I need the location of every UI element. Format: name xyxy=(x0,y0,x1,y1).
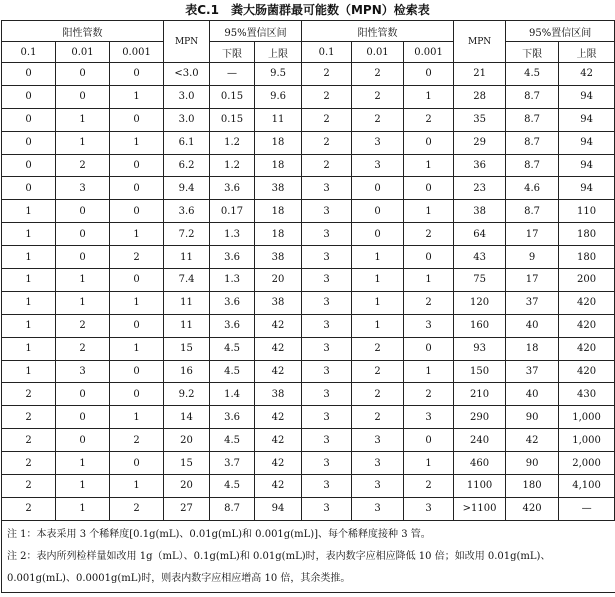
table-row xyxy=(2,383,615,406)
tubes-0.01-cell: 2 xyxy=(352,360,404,383)
tubes-0.001-cell: 0 xyxy=(110,154,164,177)
tubes-0.001-cell: 0 xyxy=(404,177,454,200)
table-row xyxy=(2,154,615,177)
dilution-header-0.1: 0.1 xyxy=(302,42,352,63)
tubes-0.01-cell: 1 xyxy=(56,475,110,498)
mpn-header-left: MPN xyxy=(164,21,210,63)
tubes-0.1-cell: 0 xyxy=(2,177,56,200)
ci-lower-cell: 4.5 xyxy=(210,360,255,383)
ci-upper-cell: 42 xyxy=(255,475,302,498)
ci-upper-cell: 180 xyxy=(559,223,615,246)
ci-lower-cell: 3.7 xyxy=(210,452,255,475)
ci-upper-cell: 38 xyxy=(255,246,302,269)
tubes-0.01-cell: 2 xyxy=(352,383,404,406)
ci-upper-cell: 420 xyxy=(559,360,615,383)
tubes-0.001-cell: 3 xyxy=(404,314,454,337)
ci-upper-cell: 38 xyxy=(255,291,302,314)
tubes-0.1-cell: 2 xyxy=(2,383,56,406)
mpn-value-cell: 11 xyxy=(164,291,210,314)
tubes-0.001-cell: 0 xyxy=(110,200,164,223)
ci-lower-cell: 1.2 xyxy=(210,131,255,154)
ci-upper-cell: 18 xyxy=(255,154,302,177)
tubes-0.1-cell: 0 xyxy=(2,131,56,154)
tubes-0.01-cell: 0 xyxy=(56,429,110,452)
tubes-0.1-cell: 2 xyxy=(2,475,56,498)
upper-limit-header: 上限 xyxy=(255,42,302,63)
tubes-0.01-cell: 2 xyxy=(352,406,404,429)
ci-lower-cell: 3.6 xyxy=(210,177,255,200)
tubes-0.001-cell: 0 xyxy=(110,108,164,131)
ci-upper-cell: 18 xyxy=(255,131,302,154)
tubes-0.001-cell: 2 xyxy=(110,497,164,520)
tubes-0.01-cell: 1 xyxy=(352,314,404,337)
tubes-0.001-cell: 2 xyxy=(404,291,454,314)
ci-upper-cell: 11 xyxy=(255,108,302,131)
table-row xyxy=(2,85,615,108)
ci-upper-cell: 4,100 xyxy=(559,475,615,498)
tubes-0.01-cell: 0 xyxy=(56,246,110,269)
upper-limit-header: 上限 xyxy=(559,42,615,63)
mpn-value-cell: 64 xyxy=(454,223,506,246)
tubes-0.01-cell: 1 xyxy=(56,269,110,292)
mpn-value-cell: 29 xyxy=(454,131,506,154)
tubes-0.01-cell: 0 xyxy=(352,177,404,200)
tubes-0.01-cell: 2 xyxy=(352,85,404,108)
ci-lower-cell: 1.4 xyxy=(210,383,255,406)
tubes-0.001-cell: 3 xyxy=(404,497,454,520)
ci-upper-cell: 38 xyxy=(255,177,302,200)
tubes-0.1-cell: 3 xyxy=(302,452,352,475)
table-row xyxy=(2,291,615,314)
ci-lower-cell: 37 xyxy=(506,291,559,314)
ci-lower-cell: 40 xyxy=(506,314,559,337)
mpn-value-cell: 3.6 xyxy=(164,200,210,223)
ci-lower-cell: 180 xyxy=(506,475,559,498)
ci-upper-cell: 1,000 xyxy=(559,429,615,452)
tubes-0.1-cell: 3 xyxy=(302,475,352,498)
tubes-0.01-cell: 1 xyxy=(56,108,110,131)
ci-upper-cell: — xyxy=(559,497,615,520)
tubes-0.01-cell: 1 xyxy=(56,452,110,475)
mpn-value-cell: 75 xyxy=(454,269,506,292)
table-row xyxy=(2,63,615,86)
tubes-0.001-cell: 2 xyxy=(404,223,454,246)
tubes-0.1-cell: 3 xyxy=(302,406,352,429)
tubes-0.1-cell: 3 xyxy=(302,291,352,314)
tubes-0.1-cell: 2 xyxy=(2,452,56,475)
tubes-0.001-cell: 1 xyxy=(404,452,454,475)
tubes-0.01-cell: 3 xyxy=(352,497,404,520)
tubes-0.001-cell: 2 xyxy=(404,108,454,131)
ci-lower-cell: 4.5 xyxy=(210,475,255,498)
mpn-value-cell: 43 xyxy=(454,246,506,269)
ci-lower-cell: 8.7 xyxy=(506,108,559,131)
mpn-value-cell: 460 xyxy=(454,452,506,475)
tubes-0.1-cell: 1 xyxy=(2,291,56,314)
table-title: 表C.1 粪大肠菌群最可能数（MPN）检索表 xyxy=(185,3,430,17)
tubes-0.01-cell: 3 xyxy=(352,429,404,452)
header-row-1 xyxy=(2,21,615,42)
tubes-0.1-cell: 3 xyxy=(302,269,352,292)
lower-limit-header: 下限 xyxy=(210,42,255,63)
ci-lower-cell: 4.6 xyxy=(506,177,559,200)
mpn-value-cell: 14 xyxy=(164,406,210,429)
tubes-0.001-cell: 1 xyxy=(110,475,164,498)
dilution-header-0.01: 0.01 xyxy=(352,42,404,63)
ci-lower-cell: 8.7 xyxy=(506,131,559,154)
ci-upper-cell: 42 xyxy=(255,452,302,475)
table-row xyxy=(2,497,615,520)
tubes-0.1-cell: 2 xyxy=(302,108,352,131)
tubes-0.01-cell: 2 xyxy=(352,63,404,86)
mpn-value-cell: >1100 xyxy=(454,497,506,520)
mpn-value-cell: 11 xyxy=(164,314,210,337)
tubes-0.001-cell: 1 xyxy=(110,291,164,314)
mpn-value-cell: 15 xyxy=(164,452,210,475)
ci-lower-cell: 1.2 xyxy=(210,154,255,177)
tubes-0.001-cell: 0 xyxy=(110,314,164,337)
mpn-value-cell: 150 xyxy=(454,360,506,383)
tubes-0.01-cell: 0 xyxy=(56,223,110,246)
dilution-header-0.001: 0.001 xyxy=(404,42,454,63)
mpn-value-cell: 7.2 xyxy=(164,223,210,246)
tubes-0.1-cell: 3 xyxy=(302,177,352,200)
tubes-0.01-cell: 0 xyxy=(352,223,404,246)
ci-lower-cell: 17 xyxy=(506,223,559,246)
table-row xyxy=(2,246,615,269)
tubes-0.001-cell: 1 xyxy=(110,223,164,246)
mpn-value-cell: 210 xyxy=(454,383,506,406)
ci-lower-cell: 42 xyxy=(506,429,559,452)
table-row xyxy=(2,269,615,292)
mpn-value-cell: 38 xyxy=(454,200,506,223)
dilution-header-0.001: 0.001 xyxy=(110,42,164,63)
mpn-header-right: MPN xyxy=(454,21,506,63)
tubes-0.001-cell: 1 xyxy=(110,131,164,154)
ci-upper-cell: 2,000 xyxy=(559,452,615,475)
ci-lower-cell: 90 xyxy=(506,406,559,429)
ci-upper-cell: 42 xyxy=(255,360,302,383)
table-row xyxy=(2,223,615,246)
table-row xyxy=(2,406,615,429)
tubes-0.01-cell: 1 xyxy=(56,291,110,314)
ci-upper-cell: 20 xyxy=(255,269,302,292)
table-row xyxy=(2,475,615,498)
dilution-header-0.1: 0.1 xyxy=(2,42,56,63)
tubes-0.1-cell: 0 xyxy=(2,85,56,108)
tubes-0.01-cell: 2 xyxy=(352,337,404,360)
ci-upper-cell: 94 xyxy=(559,154,615,177)
tubes-0.001-cell: 0 xyxy=(404,63,454,86)
tubes-0.1-cell: 2 xyxy=(302,131,352,154)
tubes-0.1-cell: 2 xyxy=(2,429,56,452)
tubes-0.1-cell: 2 xyxy=(2,406,56,429)
ci-lower-cell: 0.15 xyxy=(210,85,255,108)
tubes-0.001-cell: 0 xyxy=(404,131,454,154)
tubes-0.1-cell: 1 xyxy=(2,269,56,292)
tubes-0.001-cell: 1 xyxy=(110,85,164,108)
ci-lower-cell: 18 xyxy=(506,337,559,360)
table-row xyxy=(2,360,615,383)
tubes-0.1-cell: 3 xyxy=(302,200,352,223)
ci-upper-cell: 38 xyxy=(255,383,302,406)
ci-upper-cell: 42 xyxy=(255,406,302,429)
tubes-0.001-cell: 0 xyxy=(404,337,454,360)
ci-lower-cell: — xyxy=(210,63,255,86)
table-row xyxy=(2,314,615,337)
mpn-value-cell: 6.1 xyxy=(164,131,210,154)
tubes-0.001-cell: 1 xyxy=(404,154,454,177)
tubes-0.001-cell: 0 xyxy=(110,177,164,200)
tubes-0.01-cell: 0 xyxy=(56,63,110,86)
ci-upper-cell: 94 xyxy=(559,108,615,131)
ci-lower-cell: 3.6 xyxy=(210,314,255,337)
tubes-0.1-cell: 3 xyxy=(302,429,352,452)
tubes-0.001-cell: 0 xyxy=(110,63,164,86)
tubes-0.01-cell: 2 xyxy=(56,337,110,360)
ci-upper-cell: 430 xyxy=(559,383,615,406)
tubes-0.1-cell: 1 xyxy=(2,246,56,269)
tubes-0.001-cell: 1 xyxy=(404,269,454,292)
note-2: 注 2：表内所列检样量如改用 1g（mL）、0.1g(mL)和 0.01g(mL)时，表内数字应相应降低 10 倍；如改用 0.01g(mL)、0.001g(mL)、0.0001g(mL)时，则表内数字应相应增高 10 倍，其余类推。 xyxy=(7,550,551,584)
ci-lower-cell: 8.7 xyxy=(506,200,559,223)
ci-lower-cell: 90 xyxy=(506,452,559,475)
tubes-0.01-cell: 3 xyxy=(352,452,404,475)
ci-lower-cell: 3.6 xyxy=(210,406,255,429)
tubes-0.01-cell: 0 xyxy=(56,406,110,429)
positive-tubes-header-left: 阳性管数 xyxy=(2,21,164,42)
mpn-value-cell: 15 xyxy=(164,337,210,360)
tubes-0.01-cell: 1 xyxy=(352,246,404,269)
ci-header-right: 95%置信区间 xyxy=(506,21,615,42)
ci-upper-cell: 18 xyxy=(255,223,302,246)
table-row xyxy=(2,131,615,154)
ci-header-left: 95%置信区间 xyxy=(210,21,302,42)
tubes-0.1-cell: 0 xyxy=(2,154,56,177)
ci-lower-cell: 37 xyxy=(506,360,559,383)
mpn-value-cell: 9.4 xyxy=(164,177,210,200)
ci-upper-cell: 9.6 xyxy=(255,85,302,108)
table-header xyxy=(2,21,615,63)
tubes-0.001-cell: 0 xyxy=(404,246,454,269)
tubes-0.1-cell: 3 xyxy=(302,497,352,520)
tubes-0.01-cell: 3 xyxy=(352,131,404,154)
mpn-value-cell: 28 xyxy=(454,85,506,108)
mpn-value-cell: 1100 xyxy=(454,475,506,498)
mpn-value-cell: 120 xyxy=(454,291,506,314)
ci-upper-cell: 180 xyxy=(559,246,615,269)
tubes-0.01-cell: 0 xyxy=(352,200,404,223)
tubes-0.01-cell: 2 xyxy=(56,154,110,177)
tubes-0.1-cell: 2 xyxy=(302,85,352,108)
tubes-0.001-cell: 1 xyxy=(404,200,454,223)
header-row-2 xyxy=(2,42,615,63)
tubes-0.1-cell: 1 xyxy=(2,200,56,223)
mpn-value-cell: 240 xyxy=(454,429,506,452)
ci-upper-cell: 18 xyxy=(255,200,302,223)
mpn-value-cell: 3.0 xyxy=(164,85,210,108)
mpn-value-cell: 9.2 xyxy=(164,383,210,406)
ci-lower-cell: 9 xyxy=(506,246,559,269)
ci-upper-cell: 42 xyxy=(255,337,302,360)
note-1: 注 1：本表采用 3 个稀释度[0.1g(mL)、0.01g(mL)和 0.001g(mL)]、每个稀释度接种 3 管。 xyxy=(7,528,431,540)
ci-lower-cell: 8.7 xyxy=(506,154,559,177)
tubes-0.1-cell: 3 xyxy=(302,360,352,383)
ci-lower-cell: 1.3 xyxy=(210,269,255,292)
table-row xyxy=(2,337,615,360)
table-row xyxy=(2,108,615,131)
mpn-value-cell: 23 xyxy=(454,177,506,200)
ci-upper-cell: 94 xyxy=(255,497,302,520)
tubes-0.001-cell: 3 xyxy=(404,406,454,429)
tubes-0.01-cell: 1 xyxy=(56,497,110,520)
table-body xyxy=(2,63,615,521)
tubes-0.1-cell: 0 xyxy=(2,63,56,86)
tubes-0.001-cell: 2 xyxy=(110,246,164,269)
lower-limit-header: 下限 xyxy=(506,42,559,63)
ci-upper-cell: 420 xyxy=(559,314,615,337)
ci-lower-cell: 0.17 xyxy=(210,200,255,223)
mpn-value-cell: 36 xyxy=(454,154,506,177)
ci-lower-cell: 3.6 xyxy=(210,246,255,269)
tubes-0.01-cell: 0 xyxy=(56,85,110,108)
table-row xyxy=(2,452,615,475)
tubes-0.1-cell: 2 xyxy=(302,154,352,177)
tubes-0.01-cell: 1 xyxy=(56,131,110,154)
tubes-0.001-cell: 1 xyxy=(110,406,164,429)
mpn-value-cell: 21 xyxy=(454,63,506,86)
tubes-0.01-cell: 0 xyxy=(56,383,110,406)
mpn-value-cell: <3.0 xyxy=(164,63,210,86)
tubes-0.001-cell: 0 xyxy=(110,360,164,383)
tubes-0.01-cell: 3 xyxy=(352,475,404,498)
tubes-0.001-cell: 1 xyxy=(404,85,454,108)
ci-upper-cell: 420 xyxy=(559,337,615,360)
ci-lower-cell: 0.15 xyxy=(210,108,255,131)
tubes-0.001-cell: 2 xyxy=(404,475,454,498)
tubes-0.001-cell: 0 xyxy=(110,452,164,475)
ci-upper-cell: 42 xyxy=(255,314,302,337)
ci-lower-cell: 4.5 xyxy=(210,429,255,452)
tubes-0.1-cell: 3 xyxy=(302,314,352,337)
tubes-0.001-cell: 0 xyxy=(110,383,164,406)
mpn-value-cell: 20 xyxy=(164,429,210,452)
tubes-0.001-cell: 2 xyxy=(404,383,454,406)
tubes-0.1-cell: 2 xyxy=(302,63,352,86)
tubes-0.1-cell: 2 xyxy=(2,497,56,520)
tubes-0.1-cell: 1 xyxy=(2,360,56,383)
tubes-0.01-cell: 2 xyxy=(56,314,110,337)
table-notes xyxy=(1,521,615,593)
mpn-value-cell: 3.0 xyxy=(164,108,210,131)
ci-lower-cell: 8.7 xyxy=(210,497,255,520)
tubes-0.1-cell: 3 xyxy=(302,337,352,360)
ci-upper-cell: 42 xyxy=(255,429,302,452)
ci-lower-cell: 3.6 xyxy=(210,291,255,314)
positive-tubes-header-right: 阳性管数 xyxy=(302,21,454,42)
tubes-0.001-cell: 1 xyxy=(110,337,164,360)
tubes-0.01-cell: 1 xyxy=(352,291,404,314)
mpn-value-cell: 93 xyxy=(454,337,506,360)
tubes-0.001-cell: 0 xyxy=(404,429,454,452)
ci-lower-cell: 8.7 xyxy=(506,85,559,108)
tubes-0.1-cell: 1 xyxy=(2,314,56,337)
ci-upper-cell: 94 xyxy=(559,85,615,108)
ci-lower-cell: 17 xyxy=(506,269,559,292)
dilution-header-0.01: 0.01 xyxy=(56,42,110,63)
ci-lower-cell: 40 xyxy=(506,383,559,406)
table-row xyxy=(2,177,615,200)
mpn-table xyxy=(1,20,615,521)
mpn-value-cell: 16 xyxy=(164,360,210,383)
mpn-value-cell: 160 xyxy=(454,314,506,337)
tubes-0.01-cell: 3 xyxy=(56,360,110,383)
tubes-0.01-cell: 1 xyxy=(352,269,404,292)
tubes-0.01-cell: 3 xyxy=(56,177,110,200)
tubes-0.1-cell: 3 xyxy=(302,246,352,269)
mpn-value-cell: 11 xyxy=(164,246,210,269)
tubes-0.01-cell: 2 xyxy=(352,108,404,131)
tubes-0.1-cell: 1 xyxy=(2,223,56,246)
ci-upper-cell: 94 xyxy=(559,177,615,200)
ci-upper-cell: 200 xyxy=(559,269,615,292)
table-row xyxy=(2,200,615,223)
ci-lower-cell: 1.3 xyxy=(210,223,255,246)
ci-lower-cell: 4.5 xyxy=(506,63,559,86)
tubes-0.1-cell: 3 xyxy=(302,223,352,246)
tubes-0.1-cell: 0 xyxy=(2,108,56,131)
tubes-0.001-cell: 0 xyxy=(110,269,164,292)
ci-upper-cell: 42 xyxy=(559,63,615,86)
ci-upper-cell: 94 xyxy=(559,131,615,154)
ci-upper-cell: 9.5 xyxy=(255,63,302,86)
table-row xyxy=(2,429,615,452)
mpn-value-cell: 7.4 xyxy=(164,269,210,292)
ci-lower-cell: 420 xyxy=(506,497,559,520)
ci-lower-cell: 4.5 xyxy=(210,337,255,360)
mpn-value-cell: 6.2 xyxy=(164,154,210,177)
ci-upper-cell: 1,000 xyxy=(559,406,615,429)
mpn-value-cell: 35 xyxy=(454,108,506,131)
tubes-0.01-cell: 0 xyxy=(56,200,110,223)
ci-upper-cell: 420 xyxy=(559,291,615,314)
mpn-value-cell: 290 xyxy=(454,406,506,429)
tubes-0.1-cell: 3 xyxy=(302,383,352,406)
tubes-0.01-cell: 3 xyxy=(352,154,404,177)
mpn-value-cell: 20 xyxy=(164,475,210,498)
tubes-0.001-cell: 2 xyxy=(110,429,164,452)
ci-upper-cell: 110 xyxy=(559,200,615,223)
tubes-0.001-cell: 1 xyxy=(404,360,454,383)
mpn-value-cell: 27 xyxy=(164,497,210,520)
tubes-0.1-cell: 1 xyxy=(2,337,56,360)
